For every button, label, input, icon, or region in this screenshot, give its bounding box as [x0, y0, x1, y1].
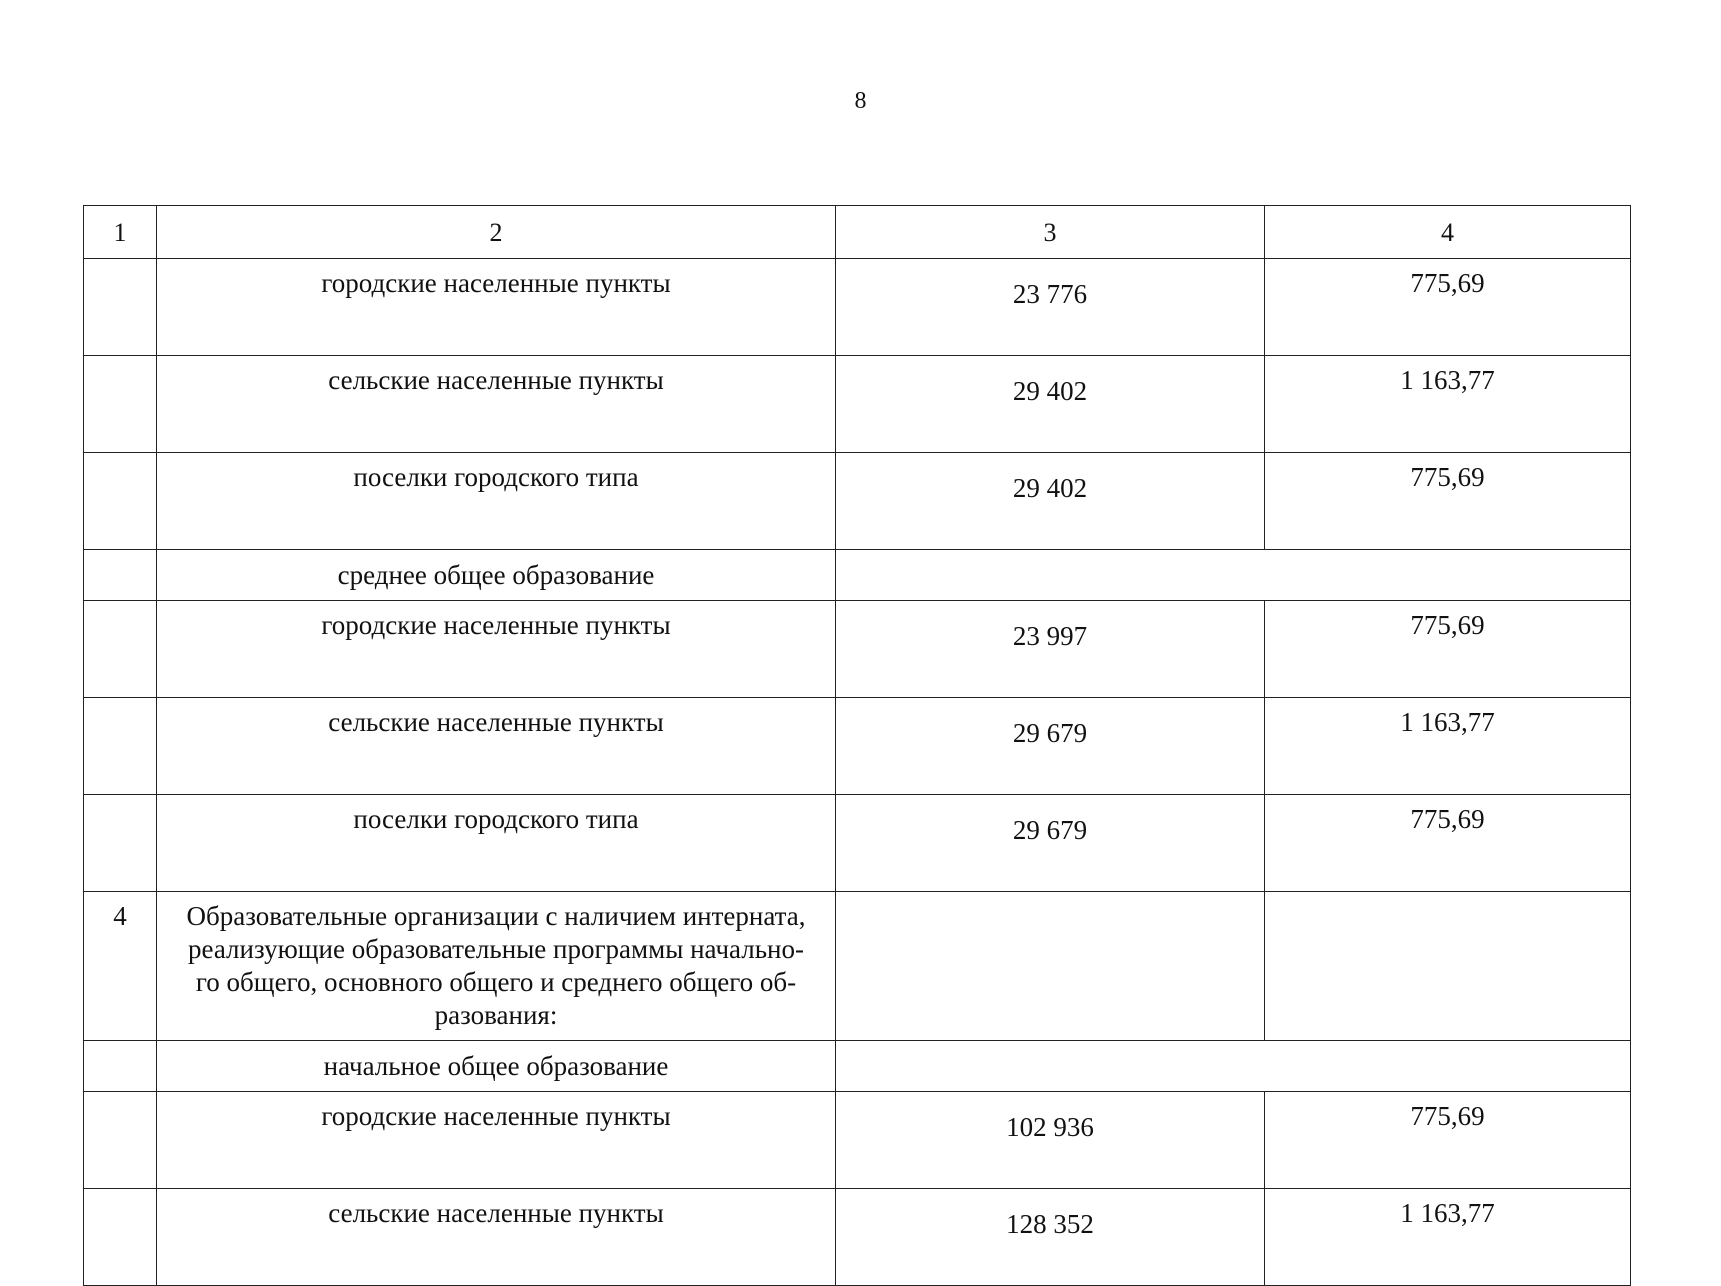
row-number-cell	[84, 259, 157, 356]
table-header-row	[84, 206, 1631, 259]
section-title-line: Образовательные организации с наличием интерната,	[186, 901, 806, 931]
table-subheading-row	[84, 1041, 1631, 1092]
section-title-cell	[157, 892, 836, 1041]
subheading-cell: среднее общее образование	[157, 550, 836, 601]
header-cell-col-1: 1	[84, 206, 157, 259]
subheading-empty-cell	[836, 1041, 1631, 1092]
row-number-cell	[84, 356, 157, 453]
table-subheading-row	[84, 550, 1631, 601]
row-rate-cell: 775,69	[1265, 795, 1631, 892]
row-name-cell: городские населенные пункты	[157, 259, 836, 356]
table-row	[84, 1189, 1631, 1286]
table-row	[84, 453, 1631, 550]
row-name-cell: городские населенные пункты	[157, 1092, 836, 1189]
row-name-cell: сельские населенные пункты	[157, 356, 836, 453]
table-row	[84, 1092, 1631, 1189]
row-value-cell: 128 352	[836, 1189, 1265, 1286]
row-value-cell: 23 997	[836, 601, 1265, 698]
row-rate-cell: 775,69	[1265, 1092, 1631, 1189]
row-value-cell: 29 402	[836, 453, 1265, 550]
section-title-line: разования:	[434, 1000, 558, 1030]
page-number: 8	[854, 88, 867, 114]
data-table	[83, 205, 1631, 1286]
row-number-cell	[84, 698, 157, 795]
row-number-cell	[84, 1189, 157, 1286]
table-row	[84, 601, 1631, 698]
table-row	[84, 795, 1631, 892]
subheading-empty-cell	[836, 550, 1631, 601]
row-value-cell: 102 936	[836, 1092, 1265, 1189]
row-number-cell	[84, 795, 157, 892]
row-rate-cell: 1 163,77	[1265, 1189, 1631, 1286]
header-cell-col-4: 4	[1265, 206, 1631, 259]
table-section-row	[84, 892, 1631, 1041]
section-number-cell: 4	[84, 892, 157, 1041]
section-value-cell	[836, 892, 1265, 1041]
row-number-cell	[84, 550, 157, 601]
row-number-cell	[84, 453, 157, 550]
table-row	[84, 356, 1631, 453]
row-name-cell: сельские населенные пункты	[157, 698, 836, 795]
header-cell-col-2: 2	[157, 206, 836, 259]
row-number-cell	[84, 601, 157, 698]
row-value-cell: 23 776	[836, 259, 1265, 356]
section-title-line: го общего, основного общего и среднего общего об-	[195, 967, 797, 997]
section-rate-cell	[1265, 892, 1631, 1041]
row-rate-cell: 1 163,77	[1265, 356, 1631, 453]
subheading-cell: начальное общее образование	[157, 1041, 836, 1092]
section-title-line: реализующие образовательные программы начально-	[188, 934, 804, 964]
row-name-cell: поселки городского типа	[157, 453, 836, 550]
row-rate-cell: 775,69	[1265, 259, 1631, 356]
table-row	[84, 259, 1631, 356]
row-value-cell: 29 679	[836, 795, 1265, 892]
row-name-cell: городские населенные пункты	[157, 601, 836, 698]
row-name-cell: поселки городского типа	[157, 795, 836, 892]
row-value-cell: 29 402	[836, 356, 1265, 453]
row-rate-cell: 775,69	[1265, 601, 1631, 698]
row-number-cell	[84, 1092, 157, 1189]
row-name-cell: сельские населенные пункты	[157, 1189, 836, 1286]
row-rate-cell: 775,69	[1265, 453, 1631, 550]
header-cell-col-3: 3	[836, 206, 1265, 259]
row-value-cell: 29 679	[836, 698, 1265, 795]
table-row	[84, 698, 1631, 795]
row-rate-cell: 1 163,77	[1265, 698, 1631, 795]
row-number-cell	[84, 1041, 157, 1092]
